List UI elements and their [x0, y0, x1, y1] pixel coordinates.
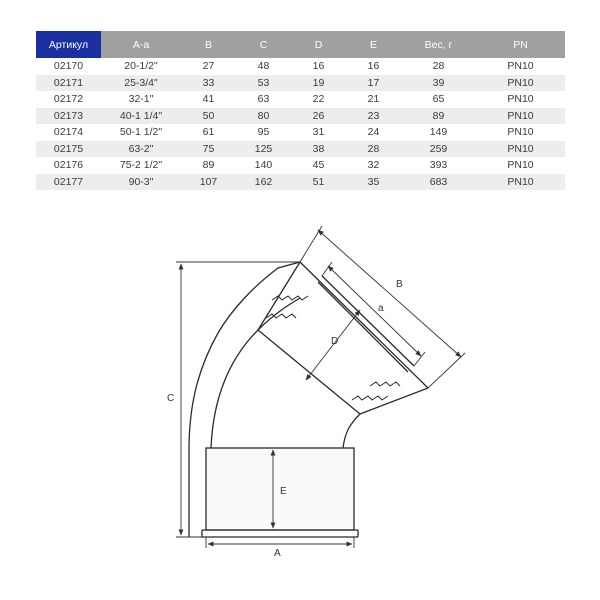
cell-pn: PN10	[476, 75, 565, 92]
cell-c: 125	[236, 141, 291, 158]
cell-e: 21	[367, 93, 380, 105]
cell-b: 27	[202, 60, 215, 72]
cell-article: 02175	[36, 141, 101, 158]
cell-b: 107	[181, 174, 236, 191]
cell-c: 53	[236, 75, 291, 92]
cell-size: 90-3"	[101, 174, 181, 191]
cell-e: 16	[367, 60, 380, 72]
cell-pn: PN10	[507, 159, 534, 171]
cell-b: 50	[181, 108, 236, 125]
cell-size: 32-1"	[128, 93, 154, 105]
cell-c: 63	[257, 93, 270, 105]
cell-article: 02177	[36, 174, 101, 191]
cell-pn: PN10	[476, 174, 565, 191]
cell-size: 25-3/4"	[101, 75, 181, 92]
cell-size: 50-1 1/2"	[119, 126, 163, 138]
cell-pn: PN10	[507, 60, 534, 72]
cell-weight: 259	[401, 141, 476, 158]
header-size: A-a	[101, 31, 181, 58]
cell-c: 162	[236, 174, 291, 191]
cell-b: 41	[202, 93, 215, 105]
cell-pn: PN10	[507, 126, 534, 138]
cell-pn: PN10	[507, 93, 534, 105]
label-a-width: A	[274, 548, 281, 559]
cell-b: 75	[181, 141, 236, 158]
cell-article: 02172	[53, 93, 84, 105]
header-e: E	[346, 31, 401, 58]
cell-e: 17	[346, 75, 401, 92]
cell-e: 24	[367, 126, 380, 138]
cell-size: 63-2"	[101, 141, 181, 158]
cell-article: 02171	[36, 75, 101, 92]
cell-d: 16	[312, 60, 325, 72]
cell-e: 23	[346, 108, 401, 125]
cell-weight: 39	[401, 75, 476, 92]
header-pn: PN	[476, 31, 565, 58]
cell-article: 02170	[53, 60, 84, 72]
cell-pn: PN10	[476, 141, 565, 158]
header-d: D	[291, 31, 346, 58]
cell-d: 26	[291, 108, 346, 125]
cell-article: 02176	[53, 159, 84, 171]
cell-weight: 65	[432, 93, 445, 105]
header-article: Артикул	[36, 31, 101, 58]
cell-size: 40-1 1/4"	[101, 108, 181, 125]
label-e: E	[280, 486, 287, 497]
cell-weight: 28	[432, 60, 445, 72]
label-c: C	[167, 393, 175, 404]
cell-pn: PN10	[476, 108, 565, 125]
header-b: B	[181, 31, 236, 58]
cell-size: 75-2 1/2"	[119, 159, 163, 171]
label-b: B	[396, 279, 403, 290]
cell-d: 22	[312, 93, 325, 105]
cell-b: 61	[202, 126, 215, 138]
dimension-a	[322, 262, 425, 366]
cell-weight: 393	[429, 159, 448, 171]
cell-b: 89	[202, 159, 215, 171]
cell-weight: 683	[401, 174, 476, 191]
cell-d: 51	[291, 174, 346, 191]
cell-d: 45	[312, 159, 325, 171]
cell-e: 35	[346, 174, 401, 191]
cell-b: 33	[181, 75, 236, 92]
header-c: C	[236, 31, 291, 58]
cell-d: 38	[291, 141, 346, 158]
cell-weight: 89	[401, 108, 476, 125]
cell-e: 28	[346, 141, 401, 158]
cell-article: 02174	[53, 126, 84, 138]
cell-article: 02173	[36, 108, 101, 125]
dimension-a-width	[206, 537, 354, 548]
cell-c: 48	[257, 60, 270, 72]
label-d: D	[331, 336, 339, 347]
cell-c: 95	[257, 126, 270, 138]
cell-e: 32	[367, 159, 380, 171]
cell-weight: 149	[429, 126, 448, 138]
cell-c: 140	[254, 159, 273, 171]
cell-d: 19	[291, 75, 346, 92]
label-a: a	[378, 303, 384, 314]
cell-size: 20-1/2"	[124, 60, 158, 72]
cell-d: 31	[312, 126, 325, 138]
cell-c: 80	[236, 108, 291, 125]
header-weight: Вес, г	[401, 31, 476, 58]
fitting-body	[189, 262, 428, 537]
